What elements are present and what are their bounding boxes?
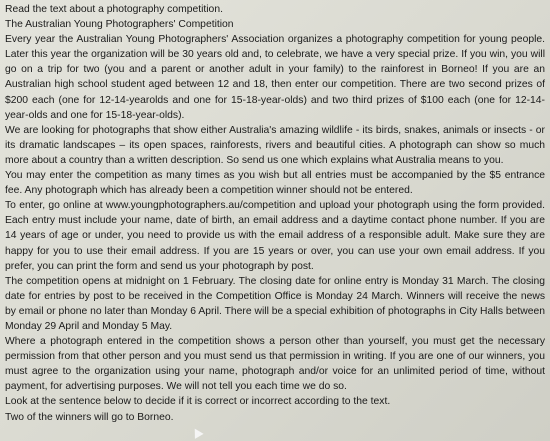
task-instruction: Look at the sentence below to decide if it is correct or incorrect according to the text.: [5, 396, 391, 408]
paragraph-dates: The competition opens at midnight on 1 February. The closing date for online entry is Monday 31 March. The closing date for entries by post to be received in the Competition Office is Monday 24 March. Winners will receive the news by email or phone no later than Monday 6 April. There will be a special exhibition of photographs in City Halls between Monday 29 April and Monday 5 May.: [5, 275, 545, 332]
paragraph-how-to-enter: To enter, go online at www.youngphotographers.au/competition and upload your photograph using the form provided. Each entry must include your name, date of birth, an email address and a daytime contact phone number. If you are 14 years of age or under, you need to provide us with the email address of a responsible adult. Make sure they are happy for you to use their email address. If you are 15 years or over, you can use your own email address. If you prefer, you can print the form and send us your photograph by post.: [5, 200, 545, 272]
statement-text: Two of the winners will go to Borneo.: [5, 411, 174, 423]
paragraph-prize: Every year the Australian Young Photographers' Association organizes a photography competition for young people. Later this year the organization will be 30 years old and, to celebrate, we have a very special prize. If you win, you will go on a trip for two (you and a parent or another adult in your family) to the rainforest in Borneo! If you are an Australian high school student aged between 12 and 18, then enter our competition. There are two second prizes of $200 each (one for 12-14-yearolds and one for 15-18-year-olds) and two third prizes of $100 each (one for 12-14-year-olds and one for 15-18-year-olds).: [5, 34, 545, 121]
document-title: The Australian Young Photographers' Competition: [5, 19, 234, 31]
paragraph-permission: Where a photograph entered in the competition shows a person other than yourself, you must get the necessary permission from that other person and you must send us that permission in writing. If you are one of our winners, you must agree to the organization using your name, photograph and/or voice for an unlimited period of time, without payment, for advertising purposes. We will not tell you each time we do so.: [5, 336, 545, 393]
instruction-text: Read the text about a photography competition.: [5, 4, 223, 15]
paragraph-subjects: We are looking for photographs that show either Australia's amazing wildlife - its birds, snakes, animals or insects - or its dramatic landscapes – its open spaces, rainforests, rivers and beautiful cities. A photograph can show so much more about a country than a written description. So send us one which explains what Australia means to you.: [5, 124, 545, 166]
mouse-pointer-icon: [190, 426, 203, 439]
paragraph-entry-fee: You may enter the competition as many times as you wish but all entries must be accompanied by the $5 entrance fee. Any photograph which has already been a competition winner should not be entered.: [5, 170, 545, 197]
